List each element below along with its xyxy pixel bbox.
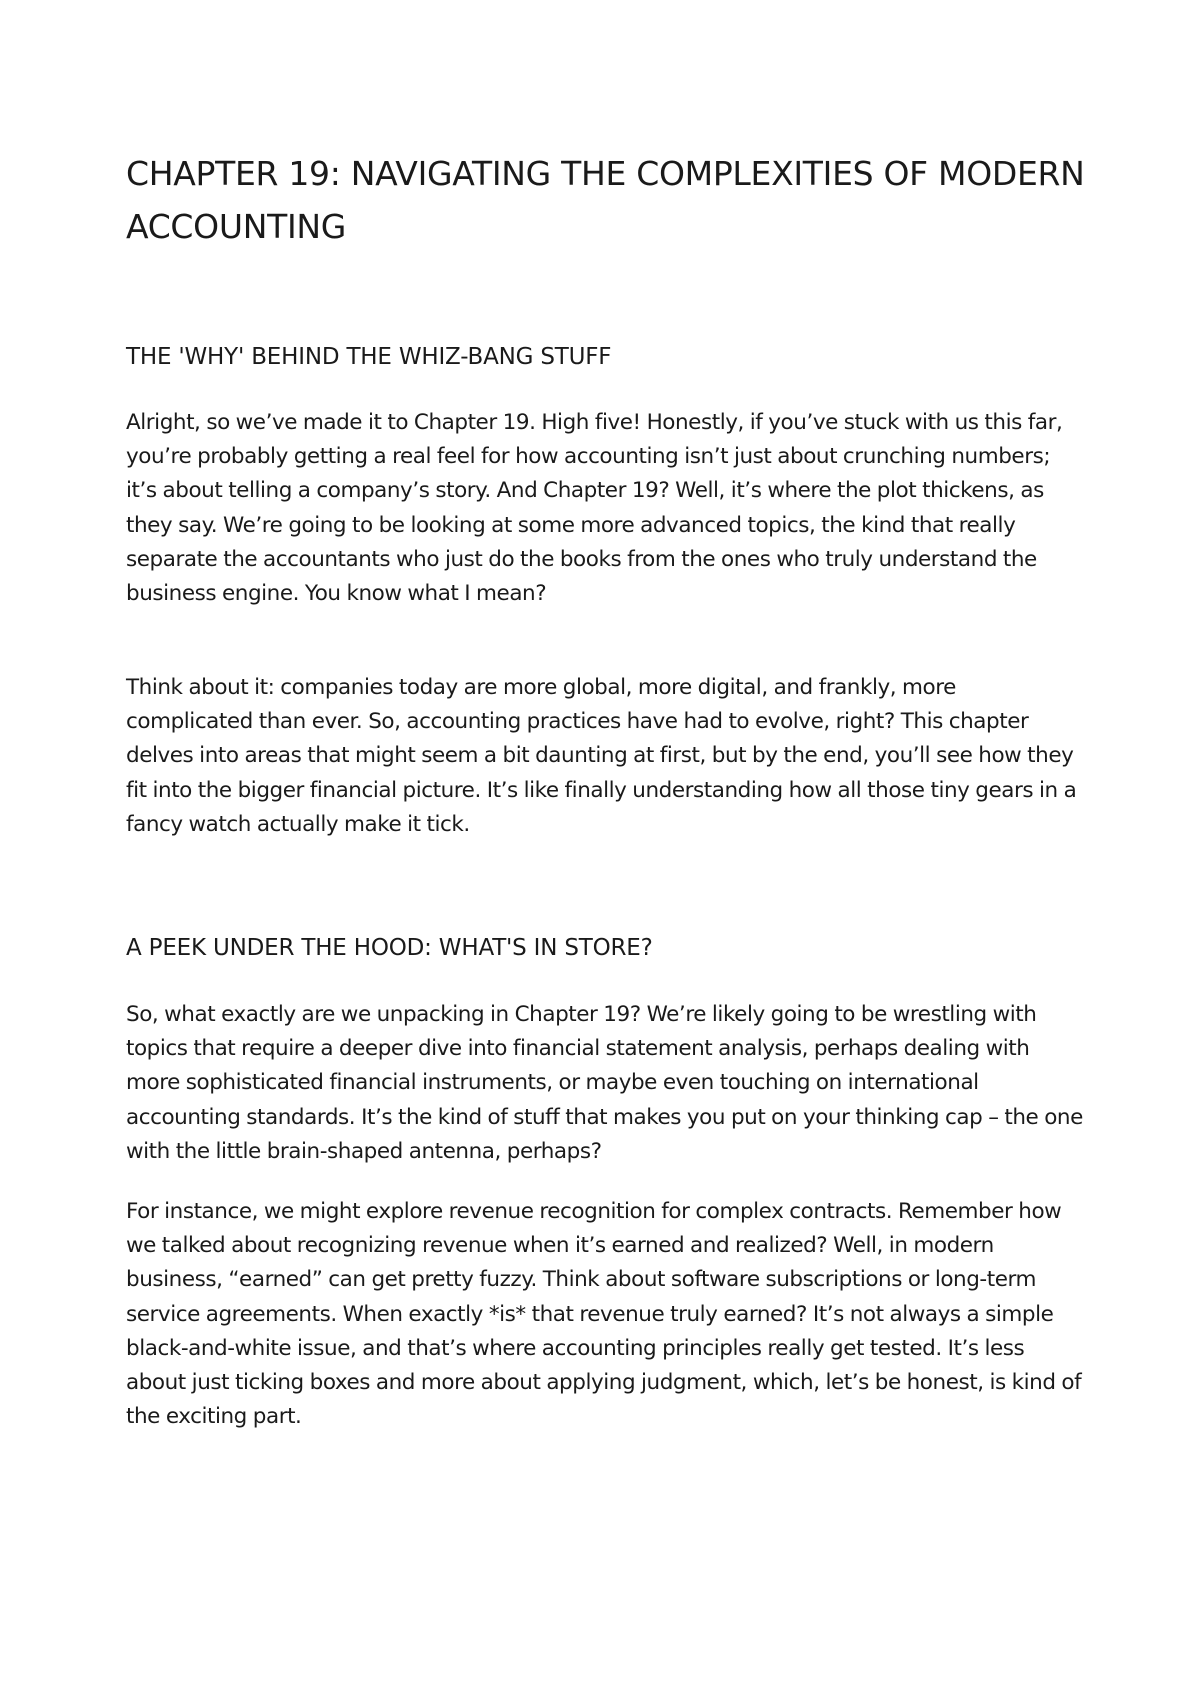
paragraph-revenue-recognition: For instance, we might explore revenue recognition for complex contracts. Remember how we talked about recognizing revenue when it’s earned and realized? Well, in modern business, “earned” can get pretty fuzzy. Think about software subscriptions or long-term service agreements. When exactly *is* that revenue truly earned? It’s not always a simple black-and-white issue, and that’s where accounting principles really get tested. It’s less about just ticking boxes and more about applying judgment, which, let’s be honest, is kind of the exciting part. bbox=[126, 1199, 1082, 1430]
paragraph-think-about-it: Think about it: companies today are more global, more digital, and frankly, more complicated than ever. So, accounting practices have had to evolve, right? This chapter delves into areas that might seem a bit daunting at first, but by the end, you’ll see how they fit into the bigger financial picture. It’s like finally understanding how all those tiny gears in a fancy watch actually make it tick. bbox=[126, 675, 1077, 837]
paragraph-unpacking: So, what exactly are we unpacking in Chapter 19? We’re likely going to be wrestling with topics that require a deeper dive into financial statement analysis, perhaps dealing with more sophisticated financial instruments, or maybe even touching on international accounting standards. It’s the kind of stuff that makes you put on your thinking cap – the one with the little brain-shaped antenna, perhaps? bbox=[126, 1002, 1083, 1164]
paragraph-intro: Alright, so we’ve made it to Chapter 19. High five! Honestly, if you’ve stuck with us this far, you’re probably getting a real feel for how accounting isn’t just about crunching numbers; it’s about telling a company’s story. And Chapter 19? Well, it’s where the plot thickens, as they say. We’re going to be looking at some more advanced topics, the kind that really separate the accountants who just do the books from the ones who truly understand the business engine. You know what I mean? bbox=[126, 410, 1063, 607]
chapter-title: CHAPTER 19: NAVIGATING THE COMPLEXITIES OF MODERN ACCOUNTING bbox=[126, 154, 1085, 246]
section-heading-peek: A PEEK UNDER THE HOOD: WHAT'S IN STORE? bbox=[126, 935, 653, 961]
section-heading-why: THE 'WHY' BEHIND THE WHIZ-BANG STUFF bbox=[126, 344, 612, 370]
